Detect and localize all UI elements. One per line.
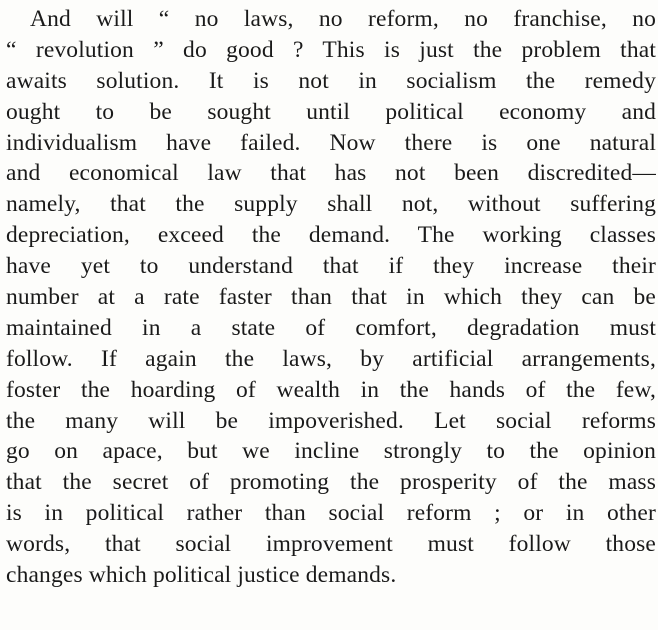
text-line: the many will be impoverished. Let social reforms — [6, 407, 656, 434]
text-line: number at a rate faster than that in which they can be — [6, 284, 656, 311]
text-line: words, that social improvement must follow those — [6, 531, 656, 558]
text-line: depreciation, exceed the demand. The working classes — [6, 222, 656, 249]
text-line: namely, that the supply shall not, without suffering — [6, 191, 656, 218]
text-line: awaits solution. It is not in socialism the remedy — [6, 67, 656, 94]
text-line: And will “ no laws, no reform, no franchise, no — [30, 6, 656, 32]
text-line: foster the hoarding of wealth in the hands of the few, — [6, 376, 656, 403]
text-line: ought to be sought until political economy and — [6, 98, 656, 125]
text-line: maintained in a state of comfort, degradation must — [6, 314, 656, 341]
text-line: and economical law that has not been discredited— — [6, 160, 656, 187]
text-line: “ revolution ” do good ? This is just the problem that — [6, 36, 656, 63]
text-line: follow. If again the laws, by artificial arrangements, — [6, 345, 656, 372]
text-line: have yet to understand that if they increase their — [6, 253, 656, 280]
text-line: go on apace, but we incline strongly to the opinion — [6, 438, 656, 465]
text-line: changes which political justice demands. — [6, 562, 397, 589]
paragraph — [6, 4, 656, 591]
text-line: is in political rather than social reform ; or in other — [6, 500, 656, 527]
text-line: that the secret of promoting the prosperity of the mass — [6, 469, 656, 496]
text-line: individualism have failed. Now there is one natural — [6, 129, 656, 156]
